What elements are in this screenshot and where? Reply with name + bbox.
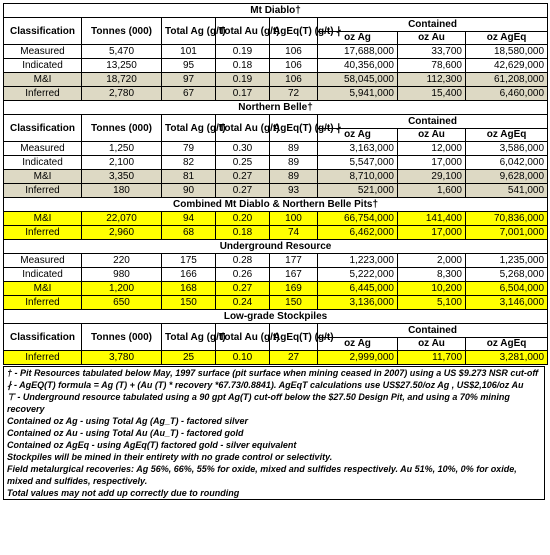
row-label: M&I — [4, 73, 82, 87]
table-row — [4, 351, 548, 365]
section-title-row — [4, 101, 548, 115]
footnote: Total values may not add up correctly due to rounding — [3, 487, 545, 500]
data-cell: 89 — [270, 156, 318, 170]
data-cell: 3,281,000 — [466, 351, 548, 365]
data-cell: 0.27 — [216, 170, 270, 184]
data-cell: 89 — [270, 142, 318, 156]
section-title: Northern Belle† — [4, 101, 548, 115]
data-cell: 5,222,000 — [318, 268, 398, 282]
data-cell: 175 — [162, 254, 216, 268]
col-header-ageq: AgEq(T) (g/t) — [270, 324, 318, 351]
table-row — [4, 226, 548, 240]
col-header-total-au: Total Au (g/t) — [216, 18, 270, 45]
resource-table-body — [4, 4, 548, 365]
data-cell: 2,780 — [82, 87, 162, 101]
col-header-oz-ageq: oz AgEq — [466, 338, 548, 351]
col-header-oz-ageq: oz AgEq — [466, 32, 548, 45]
table-row — [4, 170, 548, 184]
data-cell: 0.18 — [216, 226, 270, 240]
data-cell: 0.28 — [216, 254, 270, 268]
table-row — [4, 268, 548, 282]
data-cell: 1,600 — [398, 184, 466, 198]
col-header-oz-ag: oz Ag — [318, 338, 398, 351]
row-label: M&I — [4, 282, 82, 296]
col-header-tonnes: Tonnes (000) — [82, 115, 162, 142]
data-cell: 650 — [82, 296, 162, 310]
footnote: ⊤ - Underground resource tabulated using a 90 gpt Ag(T) cut-off below the $27.50 Design Pit, and using a 70% mining recovery — [3, 391, 545, 415]
data-cell: 66,754,000 — [318, 212, 398, 226]
data-cell: 0.18 — [216, 59, 270, 73]
data-cell: 3,146,000 — [466, 296, 548, 310]
data-cell: 5,268,000 — [466, 268, 548, 282]
col-header-total-au: Total Au (g/t) — [216, 115, 270, 142]
data-cell: 106 — [270, 45, 318, 59]
resource-estimate-document — [3, 3, 547, 500]
data-cell: 67 — [162, 87, 216, 101]
footnote: ∤ - AgEQ(T) formula = Ag (T) + (Au (T) * recovery *67.73/0.8841). AgEqT calculations use US$27.50/oz Ag , US$2,106/oz Au — [3, 379, 545, 391]
col-header-oz-ag: oz Ag — [318, 129, 398, 142]
data-cell: 2,100 — [82, 156, 162, 170]
table-row — [4, 59, 548, 73]
table-row — [4, 156, 548, 170]
col-header-contained: Contained — [318, 115, 548, 129]
data-cell: 0.19 — [216, 45, 270, 59]
col-header-total-au: Total Au (g/t) — [216, 324, 270, 351]
resource-table — [3, 3, 548, 365]
header-row — [4, 18, 548, 32]
data-cell: 2,999,000 — [318, 351, 398, 365]
data-cell: 0.27 — [216, 282, 270, 296]
data-cell: 6,504,000 — [466, 282, 548, 296]
table-row — [4, 142, 548, 156]
data-cell: 3,136,000 — [318, 296, 398, 310]
col-header-contained: Contained — [318, 18, 548, 32]
data-cell: 17,000 — [398, 156, 466, 170]
data-cell: 106 — [270, 73, 318, 87]
data-cell: 90 — [162, 184, 216, 198]
data-cell: 12,000 — [398, 142, 466, 156]
data-cell: 5,941,000 — [318, 87, 398, 101]
row-label: Inferred — [4, 351, 82, 365]
data-cell: 17,000 — [398, 226, 466, 240]
data-cell: 8,300 — [398, 268, 466, 282]
data-cell: 180 — [82, 184, 162, 198]
col-header-classification: Classification — [4, 18, 82, 45]
col-header-oz-ag: oz Ag — [318, 32, 398, 45]
table-row — [4, 87, 548, 101]
section-title: Underground Resource — [4, 240, 548, 254]
section-title-row — [4, 310, 548, 324]
data-cell: 18,580,000 — [466, 45, 548, 59]
data-cell: 167 — [270, 268, 318, 282]
data-cell: 11,700 — [398, 351, 466, 365]
data-cell: 521,000 — [318, 184, 398, 198]
col-header-oz-au: oz Au — [398, 32, 466, 45]
data-cell: 27 — [270, 351, 318, 365]
table-row — [4, 254, 548, 268]
col-header-ageq: AgEq(T) (g/t) ∤ — [270, 115, 318, 142]
data-cell: 112,300 — [398, 73, 466, 87]
data-cell: 3,780 — [82, 351, 162, 365]
data-cell: 166 — [162, 268, 216, 282]
data-cell: 9,628,000 — [466, 170, 548, 184]
data-cell: 0.19 — [216, 73, 270, 87]
data-cell: 1,223,000 — [318, 254, 398, 268]
data-cell: 150 — [270, 296, 318, 310]
table-row — [4, 296, 548, 310]
row-label: Indicated — [4, 156, 82, 170]
footnote: Stockpiles will be mined in their entirety with no grade control or selectivity. — [3, 451, 545, 463]
data-cell: 18,720 — [82, 73, 162, 87]
section-title-row — [4, 198, 548, 212]
col-header-oz-au: oz Au — [398, 129, 466, 142]
table-row — [4, 45, 548, 59]
row-label: M&I — [4, 212, 82, 226]
col-header-ageq: AgEq(T) (g/t) ∤ — [270, 18, 318, 45]
data-cell: 101 — [162, 45, 216, 59]
data-cell: 0.26 — [216, 268, 270, 282]
section-title-row — [4, 4, 548, 18]
data-cell: 1,250 — [82, 142, 162, 156]
row-label: Indicated — [4, 268, 82, 282]
data-cell: 17,688,000 — [318, 45, 398, 59]
col-header-total-ag: Total Ag (g/t) — [162, 18, 216, 45]
data-cell: 0.24 — [216, 296, 270, 310]
footnote: Contained oz Ag - using Total Ag (Ag_T) - factored silver — [3, 415, 545, 427]
data-cell: 33,700 — [398, 45, 466, 59]
data-cell: 79 — [162, 142, 216, 156]
data-cell: 10,200 — [398, 282, 466, 296]
data-cell: 150 — [162, 296, 216, 310]
data-cell: 0.30 — [216, 142, 270, 156]
row-label: Inferred — [4, 226, 82, 240]
data-cell: 541,000 — [466, 184, 548, 198]
data-cell: 6,462,000 — [318, 226, 398, 240]
data-cell: 0.25 — [216, 156, 270, 170]
data-cell: 168 — [162, 282, 216, 296]
section-title-row — [4, 240, 548, 254]
data-cell: 3,350 — [82, 170, 162, 184]
col-header-total-ag: Total Ag (g/t) — [162, 324, 216, 351]
col-header-tonnes: Tonnes (000) — [82, 18, 162, 45]
data-cell: 1,200 — [82, 282, 162, 296]
data-cell: 72 — [270, 87, 318, 101]
data-cell: 89 — [270, 170, 318, 184]
data-cell: 2,960 — [82, 226, 162, 240]
data-cell: 74 — [270, 226, 318, 240]
data-cell: 5,100 — [398, 296, 466, 310]
data-cell: 93 — [270, 184, 318, 198]
col-header-contained: Contained — [318, 324, 548, 338]
data-cell: 94 — [162, 212, 216, 226]
col-header-classification: Classification — [4, 115, 82, 142]
data-cell: 58,045,000 — [318, 73, 398, 87]
data-cell: 106 — [270, 59, 318, 73]
data-cell: 2,000 — [398, 254, 466, 268]
table-row — [4, 73, 548, 87]
data-cell: 100 — [270, 212, 318, 226]
row-label: Measured — [4, 45, 82, 59]
data-cell: 0.20 — [216, 212, 270, 226]
data-cell: 220 — [82, 254, 162, 268]
data-cell: 15,400 — [398, 87, 466, 101]
data-cell: 29,100 — [398, 170, 466, 184]
data-cell: 6,460,000 — [466, 87, 548, 101]
data-cell: 980 — [82, 268, 162, 282]
footnote: Contained oz AgEq - using AgEq(T) factored gold - silver equivalent — [3, 439, 545, 451]
row-label: Measured — [4, 254, 82, 268]
col-header-oz-ageq: oz AgEq — [466, 129, 548, 142]
col-header-classification: Classification — [4, 324, 82, 351]
data-cell: 42,629,000 — [466, 59, 548, 73]
footnote: Contained oz Au - using Total Au (Au_T) - factored gold — [3, 427, 545, 439]
data-cell: 78,600 — [398, 59, 466, 73]
data-cell: 6,445,000 — [318, 282, 398, 296]
row-label: Inferred — [4, 87, 82, 101]
row-label: M&I — [4, 170, 82, 184]
data-cell: 82 — [162, 156, 216, 170]
footnotes — [3, 366, 547, 500]
data-cell: 6,042,000 — [466, 156, 548, 170]
data-cell: 0.10 — [216, 351, 270, 365]
table-row — [4, 212, 548, 226]
row-label: Inferred — [4, 184, 82, 198]
data-cell: 169 — [270, 282, 318, 296]
col-header-oz-au: oz Au — [398, 338, 466, 351]
data-cell: 1,235,000 — [466, 254, 548, 268]
data-cell: 177 — [270, 254, 318, 268]
data-cell: 0.27 — [216, 184, 270, 198]
data-cell: 7,001,000 — [466, 226, 548, 240]
data-cell: 3,163,000 — [318, 142, 398, 156]
col-header-tonnes: Tonnes (000) — [82, 324, 162, 351]
data-cell: 70,836,000 — [466, 212, 548, 226]
data-cell: 5,547,000 — [318, 156, 398, 170]
data-cell: 68 — [162, 226, 216, 240]
header-row — [4, 324, 548, 338]
data-cell: 40,356,000 — [318, 59, 398, 73]
data-cell: 22,070 — [82, 212, 162, 226]
footnote: † - Pit Resources tabulated below May, 1997 surface (pit surface when mining ceased in 2007) using a US $9.273 NSR cut-off — [3, 366, 545, 379]
table-row — [4, 184, 548, 198]
footnote: Field metalurgical recoveries: Ag 56%, 66%, 55% for oxide, mixed and sulfides respectively. Au 51%, 10%, 0% for oxide, mixed and sulfides, respectively. — [3, 463, 545, 487]
data-cell: 8,710,000 — [318, 170, 398, 184]
data-cell: 141,400 — [398, 212, 466, 226]
section-title: Combined Mt Diablo & Northern Belle Pits† — [4, 198, 548, 212]
data-cell: 95 — [162, 59, 216, 73]
col-header-total-ag: Total Ag (g/t) — [162, 115, 216, 142]
row-label: Indicated — [4, 59, 82, 73]
row-label: Measured — [4, 142, 82, 156]
data-cell: 5,470 — [82, 45, 162, 59]
row-label: Inferred — [4, 296, 82, 310]
data-cell: 81 — [162, 170, 216, 184]
data-cell: 97 — [162, 73, 216, 87]
data-cell: 61,208,000 — [466, 73, 548, 87]
table-row — [4, 282, 548, 296]
data-cell: 3,586,000 — [466, 142, 548, 156]
data-cell: 0.17 — [216, 87, 270, 101]
section-title: Low-grade Stockpiles — [4, 310, 548, 324]
data-cell: 13,250 — [82, 59, 162, 73]
header-row — [4, 115, 548, 129]
data-cell: 25 — [162, 351, 216, 365]
section-title: Mt Diablo† — [4, 4, 548, 18]
